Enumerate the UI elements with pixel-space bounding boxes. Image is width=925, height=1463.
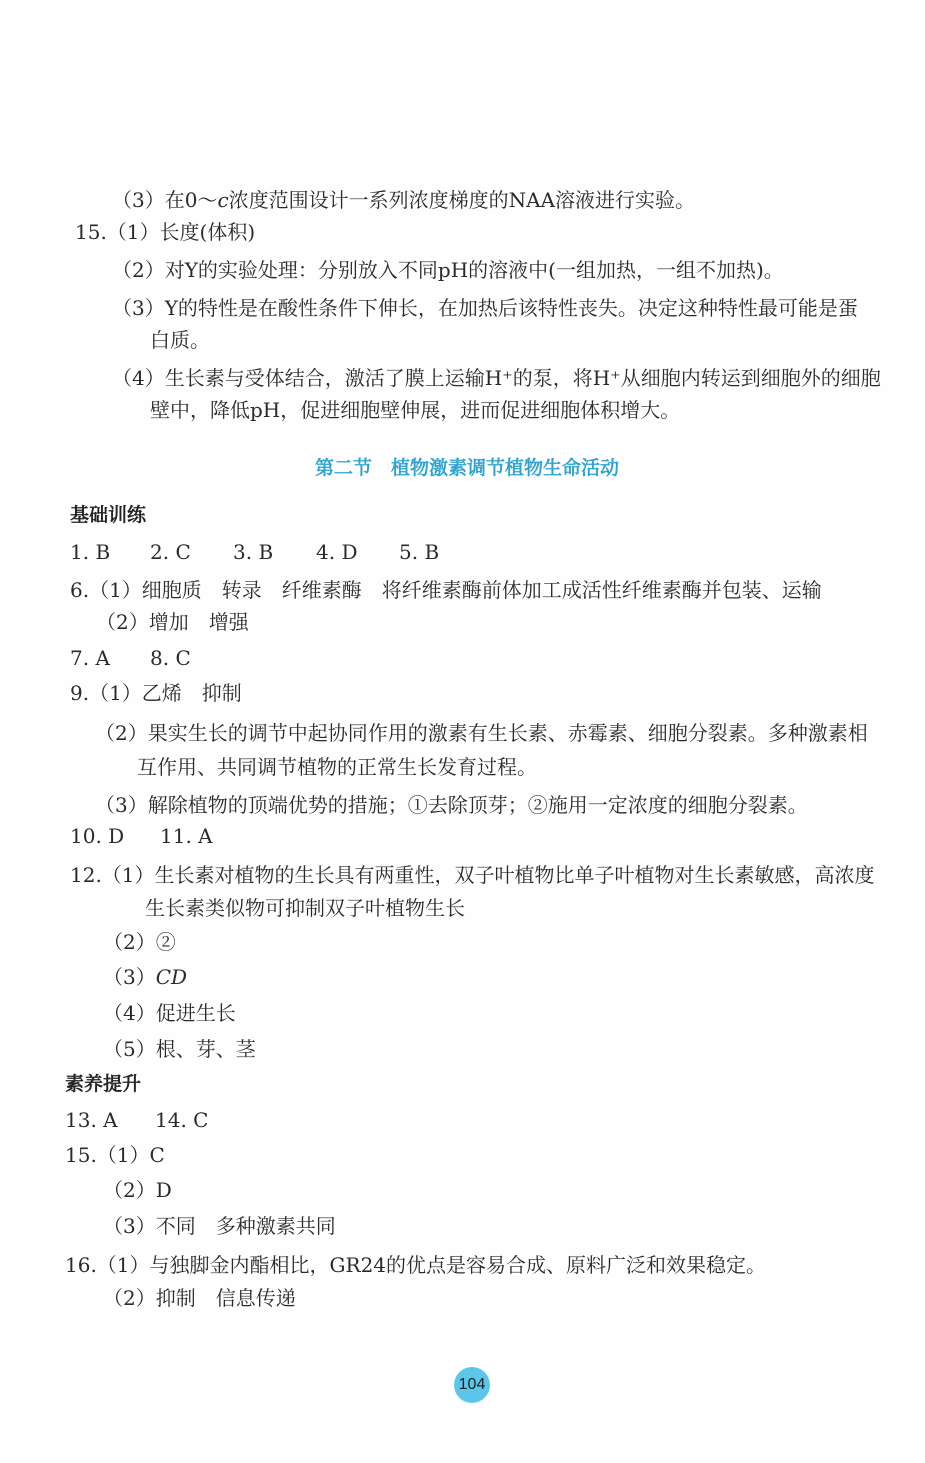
answer-line-15-2-literacy: （2）D <box>103 1178 172 1202</box>
answer-line-15-4-cont: 壁中，降低pH，促进细胞壁伸展，进而促进细胞体积增大。 <box>150 398 681 422</box>
answer-line-12-1-cont: 生长素类似物可抑制双子叶植物生长 <box>145 896 465 920</box>
answer-item-4: 4. D <box>316 540 358 564</box>
answer-line-9-2-cont: 互作用、共同调节植物的正常生长发育过程。 <box>137 755 537 779</box>
answer-line-15-2: （2）对Y的实验处理：分别放入不同pH的溶液中(一组加热，一组不加热)。 <box>112 258 784 282</box>
answer-line-12-2: （2）② <box>103 930 176 954</box>
answer-label: （3） <box>103 965 156 989</box>
answer-line-12-5: （5）根、芽、茎 <box>103 1037 256 1061</box>
answer-line-15-3-cont: 白质。 <box>150 328 210 352</box>
answer-item-1: 1. B <box>70 540 111 564</box>
subsection-heading-literacy: 素养提升 <box>65 1073 142 1095</box>
answer-line-15-1: 15.（1）长度(体积) <box>75 220 256 244</box>
page-number-badge: 104 <box>454 1367 490 1403</box>
answer-text: （3）在0～ <box>112 188 218 212</box>
answer-line-16-2: （2）抑制 信息传递 <box>103 1286 296 1310</box>
answer-item-13: 13. A <box>65 1108 118 1132</box>
answer-line-14-3 <box>112 187 695 213</box>
answer-line-9-2: （2）果实生长的调节中起协同作用的激素有生长素、赤霉素、细胞分裂素。多种激素相 <box>95 721 868 745</box>
answer-item-14: 14. C <box>155 1108 209 1132</box>
answer-item-8: 8. C <box>150 646 191 670</box>
answer-line-16-1: 16.（1）与独脚金内酯相比，GR24的优点是容易合成、原料广泛和效果稳定。 <box>65 1253 767 1277</box>
answer-value: CD <box>155 965 188 989</box>
answer-line-12-4: （4）促进生长 <box>103 1001 236 1025</box>
variable-c: c <box>217 188 229 212</box>
answer-item-11: 11. A <box>160 824 213 848</box>
answer-line-15-3: （3）Y的特性是在酸性条件下伸长，在加热后该特性丧失。决定这种特性最可能是蛋 <box>112 296 858 320</box>
answer-line-12-3 <box>103 964 187 990</box>
answer-text: 浓度范围设计一系列浓度梯度的NAA溶液进行实验。 <box>228 188 696 212</box>
answer-item-7: 7. A <box>70 646 110 670</box>
answer-line-9-1: 9.（1）乙烯 抑制 <box>70 681 242 705</box>
answer-line-9-3: （3）解除植物的顶端优势的措施；①去除顶芽；②施用一定浓度的细胞分裂素。 <box>95 793 808 817</box>
answer-item-3: 3. B <box>233 540 274 564</box>
answer-line-6-1: 6.（1）细胞质 转录 纤维素酶 将纤维素酶前体加工成活性纤维素酶并包装、运输 <box>70 578 822 602</box>
section-title: 第二节 植物激素调节植物生命活动 <box>315 457 620 479</box>
answer-line-12-1: 12.（1）生长素对植物的生长具有两重性，双子叶植物比单子叶植物对生长素敏感，高浓度 <box>70 863 875 887</box>
answer-item-2: 2. C <box>150 540 191 564</box>
answer-line-15-4: （4）生长素与受体结合，激活了膜上运输H⁺的泵，将H⁺从细胞内转运到细胞外的细胞 <box>112 366 881 390</box>
answer-item-10: 10. D <box>70 824 125 848</box>
subsection-heading-basic: 基础训练 <box>70 504 147 526</box>
answer-line-15-1-literacy: 15.（1）C <box>65 1143 165 1167</box>
answer-line-15-3-literacy: （3）不同 多种激素共同 <box>103 1214 336 1238</box>
answer-item-5: 5. B <box>399 540 440 564</box>
answer-line-6-2: （2）增加 增强 <box>96 610 249 634</box>
